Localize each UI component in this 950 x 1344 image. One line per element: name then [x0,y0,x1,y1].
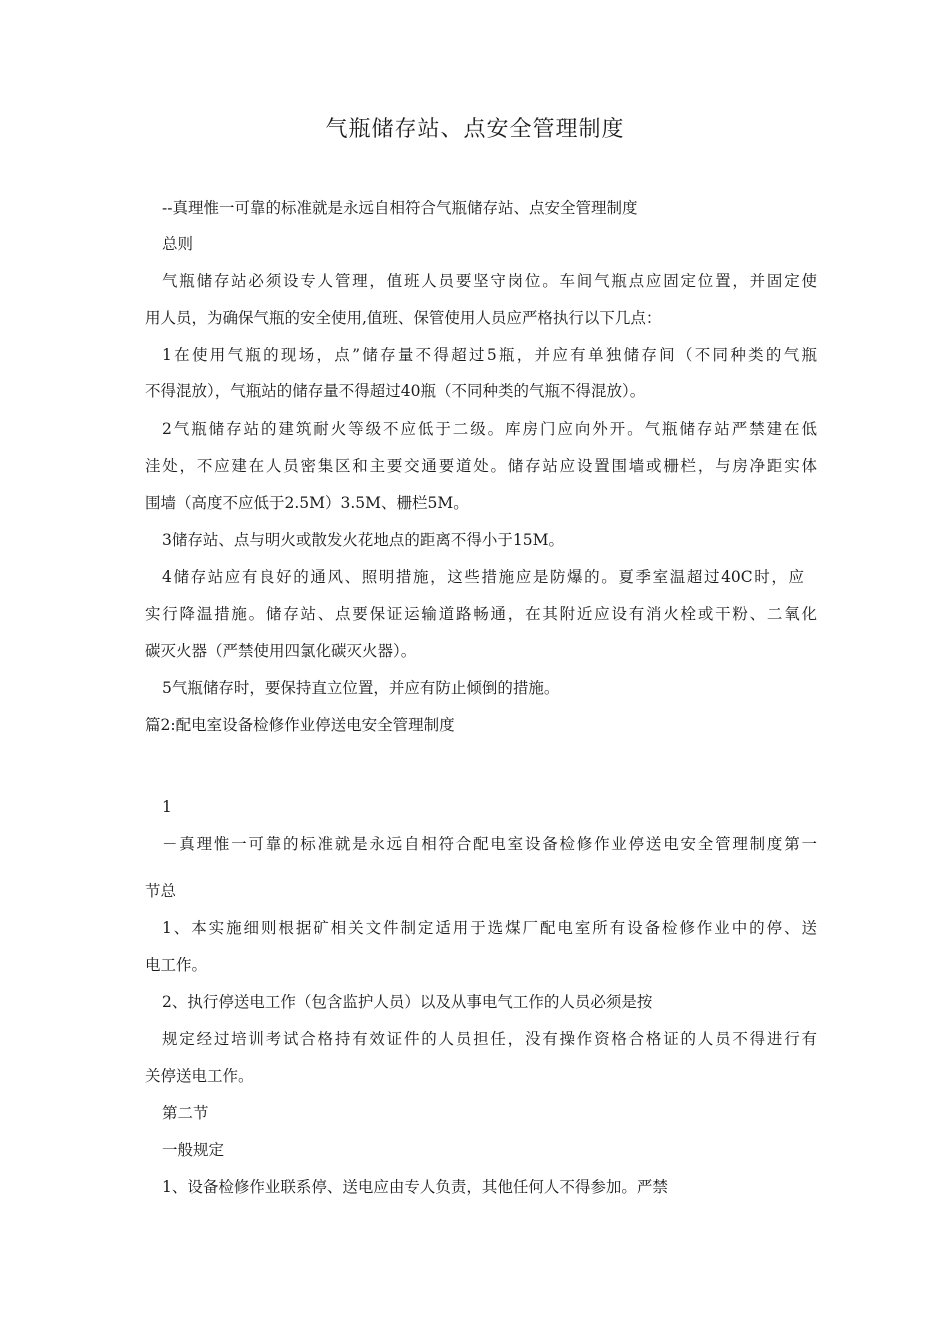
paragraph-line: －真理惟一可靠的标准就是永远自相符合配电室设备检修作业停送电安全管理制度第一 [162,835,817,853]
page-number: 1 [162,798,172,816]
paragraph-line: 1、设备检修作业联系停、送电应由专人负责，其他任何人不得参加。严禁 [162,1178,668,1196]
paragraph-line: 5气瓶储存时，要保持直立位置，并应有防止倾倒的措施。 [162,679,560,697]
subtitle-line: --真理惟一可靠的标准就是永远自相符合气瓶储存站、点安全管理制度 [162,199,638,217]
paragraph-line: 不得混放），气瓶站的储存量不得超过40瓶（不同种类的气瓶不得混放）。 [145,382,646,400]
section-heading: 一般规定 [162,1141,225,1159]
paragraph-line: 1、本实施细则根据矿相关文件制定适用于选煤厂配电室所有设备检修作业中的停、送 [162,919,817,937]
paragraph-line: 电工作。 [145,956,208,974]
paragraph-line: 实行降温措施。储存站、点要保证运输道路畅通，在其附近应设有消火栓或干粉、二氧化 [145,605,817,623]
paragraph-line: 用人员，为确保气瓶的安全使用,值班、保管使用人员应严格执行以下几点： [145,309,662,327]
paragraph-line: 洼处，不应建在人员密集区和主要交通要道处。储存站应设置围墙或栅栏，与房净距实体 [145,457,817,475]
paragraph-line: 2、执行停送电工作（包含监护人员）以及从事电气工作的人员必须是按 [162,993,653,1011]
section-heading: 第二节 [162,1104,209,1122]
paragraph-line: 气瓶储存站必须设专人管理，值班人员要坚守岗位。车间气瓶点应固定位置，并固定使 [162,272,817,290]
section-heading: 总则 [162,235,194,253]
paragraph-line: 2气瓶储存站的建筑耐火等级不应低于二级。库房门应向外开。气瓶储存站严禁建在低 [162,420,817,438]
paragraph-line: 围墙（高度不应低于2.5M）3.5M、栅栏5M。 [145,494,469,512]
paragraph-line: 规定经过培训考试合格持有效证件的人员担任，没有操作资格合格证的人员不得进行有 [162,1030,817,1048]
paragraph-line: 节总 [145,882,177,900]
paragraph-line: 1在使用气瓶的现场，点”储存量不得超过5瓶，并应有单独储存间（不同种类的气瓶 [162,346,817,364]
paragraph-line: 4储存站应有良好的通风、照明措施，这些措施应是防爆的。夏季室温超过40C时，应 [162,568,804,586]
section-heading: 篇2:配电室设备检修作业停送电安全管理制度 [145,716,455,734]
paragraph-line: 3储存站、点与明火或散发火花地点的距离不得小于15M。 [162,531,564,549]
paragraph-line: 碳灭火器（严禁使用四氯化碳灭火器）。 [145,642,417,660]
document-title: 气瓶储存站、点安全管理制度 [325,117,625,142]
paragraph-line: 关停送电工作。 [145,1067,254,1085]
